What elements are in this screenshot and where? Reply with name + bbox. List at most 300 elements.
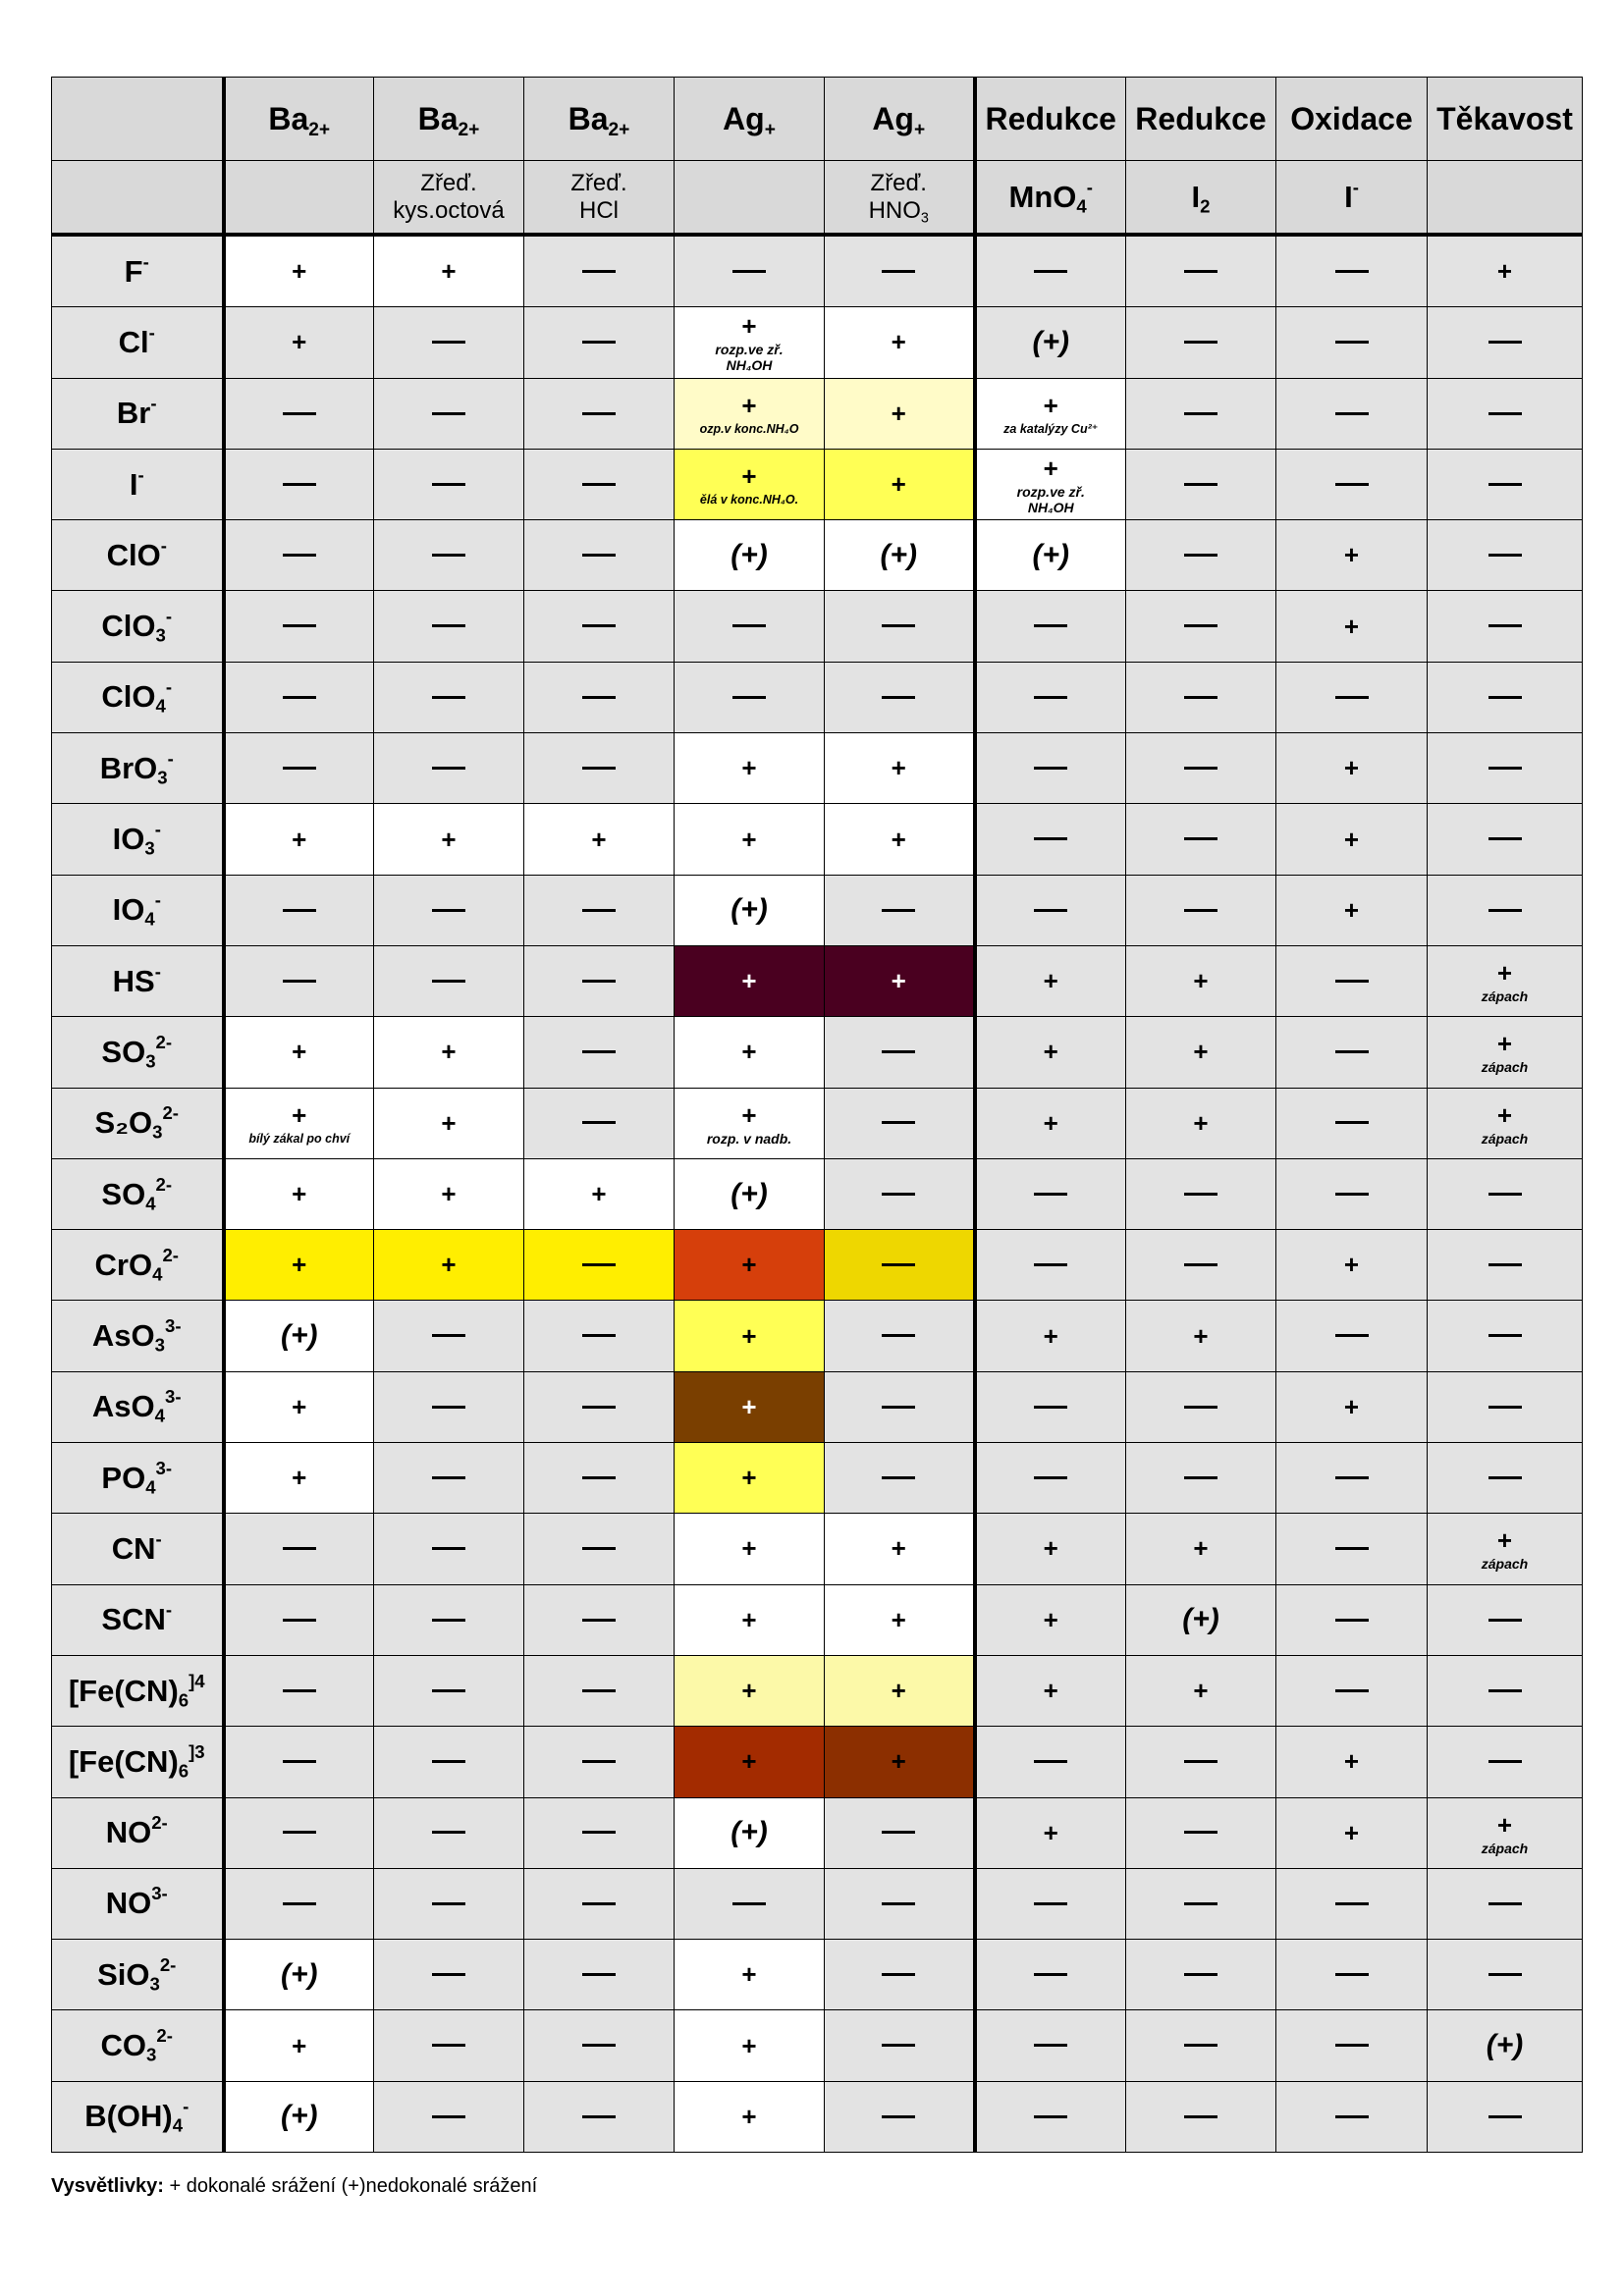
- dash-mark: [432, 2115, 465, 2118]
- dash-mark: [1184, 837, 1217, 840]
- result-cell: [975, 804, 1126, 875]
- partial-precipitation-mark: (+): [281, 2100, 318, 2133]
- dash-mark: [1184, 341, 1217, 344]
- ion-label: $NO^{3-}$: [52, 1868, 224, 1939]
- result-cell: [825, 804, 975, 875]
- result-cell: [224, 875, 374, 945]
- result-cell: [1126, 1230, 1276, 1301]
- result-cell: [224, 804, 374, 875]
- result-cell: [374, 804, 524, 875]
- column-header: [1428, 78, 1583, 161]
- column-title: $Ba_{2+}$: [417, 100, 480, 140]
- result-cell: [825, 449, 975, 519]
- ion-label: $SO_4^{2-}$: [52, 1158, 224, 1229]
- result-cell: [1428, 2010, 1583, 2081]
- result-cell: [524, 1514, 675, 1584]
- column-condition: [1428, 161, 1583, 236]
- result-cell: [374, 1655, 524, 1726]
- ion-row: [52, 1371, 1583, 1442]
- result-cell: [975, 1301, 1126, 1371]
- precipitation-mark: +: [891, 327, 906, 357]
- dash-mark: [1335, 1547, 1369, 1550]
- precipitation-mark: +: [1043, 454, 1058, 484]
- ion-row: [52, 2081, 1583, 2152]
- result-cell: [1276, 1797, 1428, 1868]
- dash-mark: [432, 2044, 465, 2047]
- precipitation-mark: +: [891, 469, 906, 500]
- dash-mark: [1034, 1263, 1067, 1266]
- ion-label: SiO$_3^{2-}$: [52, 1940, 224, 2010]
- result-cell: [374, 1158, 524, 1229]
- precipitation-mark: +: [741, 1250, 757, 1280]
- result-cell: [224, 1017, 374, 1088]
- ion-label: Br-: [52, 378, 224, 449]
- result-cell: [1428, 945, 1583, 1016]
- cell-note: zápach: [1481, 988, 1529, 1005]
- precipitation-mark: +: [441, 256, 457, 287]
- dash-mark: [1335, 696, 1369, 699]
- result-cell: [1276, 235, 1428, 307]
- column-header: [1126, 78, 1276, 161]
- result-cell: [975, 1727, 1126, 1797]
- result-cell: [374, 1230, 524, 1301]
- result-cell: [825, 1940, 975, 2010]
- result-cell: [975, 1797, 1126, 1868]
- ion-label: AsO$_3^{3-}$: [52, 1301, 224, 1371]
- result-cell: [1126, 235, 1276, 307]
- result-cell: [374, 449, 524, 519]
- result-cell: [224, 449, 374, 519]
- result-cell: [524, 1727, 675, 1797]
- result-cell: [1428, 1655, 1583, 1726]
- result-cell: [1276, 1940, 1428, 2010]
- precipitation-mark: +: [741, 1604, 757, 1634]
- result-cell: [524, 1301, 675, 1371]
- dash-mark: [1184, 2115, 1217, 2118]
- result-cell: [224, 2081, 374, 2152]
- result-cell: [675, 1727, 825, 1797]
- partial-precipitation-mark: (+): [1032, 325, 1069, 358]
- result-cell: [975, 378, 1126, 449]
- result-cell: [975, 2010, 1126, 2081]
- precipitation-mark: +: [741, 824, 757, 854]
- precipitation-mark: +: [741, 2101, 757, 2131]
- dash-mark: [432, 1902, 465, 1905]
- column-condition: [975, 161, 1126, 236]
- cell-note: zápach: [1481, 1130, 1529, 1147]
- dash-mark: [432, 767, 465, 770]
- result-cell: [975, 733, 1126, 804]
- dash-mark: [582, 270, 616, 273]
- dash-mark: [1034, 1760, 1067, 1763]
- precipitation-mark: +: [891, 824, 906, 854]
- result-cell: [374, 235, 524, 307]
- result-cell: [1428, 804, 1583, 875]
- dash-mark: [432, 341, 465, 344]
- result-cell: [374, 1584, 524, 1655]
- result-cell: [1126, 733, 1276, 804]
- result-cell: [1428, 1868, 1583, 1939]
- result-cell: [524, 804, 675, 875]
- precipitation-mark: +: [1043, 1107, 1058, 1138]
- precipitation-mark: +: [1193, 1107, 1209, 1138]
- dash-mark: [1488, 1334, 1522, 1337]
- ion-label: $SO_3^{2-}$: [52, 1017, 224, 1088]
- dash-mark: [732, 624, 766, 627]
- result-cell: [1126, 1727, 1276, 1797]
- condition-line: I-: [1344, 176, 1359, 214]
- precipitation-mark: +: [891, 1676, 906, 1706]
- dash-mark: [1488, 1263, 1522, 1266]
- result-cell: [825, 1655, 975, 1726]
- result-cell: [524, 662, 675, 732]
- result-cell: [224, 1868, 374, 1939]
- precipitation-mark: +: [441, 1250, 457, 1280]
- result-cell: [1428, 1017, 1583, 1088]
- dash-mark: [1488, 1973, 1522, 1976]
- result-cell: [975, 1088, 1126, 1158]
- dash-mark: [1034, 1476, 1067, 1479]
- column-header: [1276, 78, 1428, 161]
- ion-label: AsO$_4^{3-}$: [52, 1371, 224, 1442]
- dash-mark: [283, 1760, 316, 1763]
- result-cell: [1126, 1088, 1276, 1158]
- result-cell: [975, 2081, 1126, 2152]
- cell-note: rozp.ve zř.: [715, 342, 784, 358]
- dash-mark: [1335, 1973, 1369, 1976]
- condition-line: Zřeď.: [870, 169, 927, 196]
- result-cell: [374, 1940, 524, 2010]
- subheader-row: [52, 161, 1583, 236]
- dash-mark: [882, 1973, 915, 1976]
- result-cell: [524, 2081, 675, 2152]
- precipitation-mark: +: [1496, 1809, 1513, 1840]
- result-cell: [825, 1371, 975, 1442]
- dash-mark: [283, 980, 316, 983]
- result-cell: [1276, 945, 1428, 1016]
- precipitation-mark: +: [1043, 1533, 1058, 1564]
- result-cell: [675, 235, 825, 307]
- result-cell: [224, 1514, 374, 1584]
- precipitation-mark: +: [891, 753, 906, 783]
- precipitation-mark: +: [1043, 1817, 1058, 1847]
- ion-label: $S_2O_3^{2-}$: [52, 1088, 224, 1158]
- result-cell: [975, 1868, 1126, 1939]
- result-cell: [675, 875, 825, 945]
- dash-mark: [1184, 1831, 1217, 1834]
- dash-mark: [882, 1193, 915, 1196]
- result-cell: [1428, 733, 1583, 804]
- column-title: $Ba_{2+}$: [568, 100, 630, 140]
- partial-precipitation-mark: (+): [730, 1177, 768, 1210]
- dash-mark: [582, 483, 616, 486]
- precipitation-mark: +: [741, 1959, 757, 1990]
- result-cell: [675, 1301, 825, 1371]
- result-cell: [975, 591, 1126, 662]
- dash-mark: [1488, 483, 1522, 486]
- table-body: [52, 78, 1583, 2153]
- dash-mark: [283, 554, 316, 557]
- dash-mark: [1034, 1902, 1067, 1905]
- dash-mark: [283, 909, 316, 912]
- dash-mark: [1488, 1476, 1522, 1479]
- legend: [51, 2175, 537, 2198]
- result-cell: [975, 1584, 1126, 1655]
- dash-mark: [582, 980, 616, 983]
- result-cell: [1126, 1158, 1276, 1229]
- partial-precipitation-mark: (+): [880, 538, 917, 571]
- column-title: Oxidace: [1290, 100, 1413, 136]
- result-cell: [1428, 662, 1583, 732]
- ion-label: SCN-: [52, 1584, 224, 1655]
- result-cell: [675, 1443, 825, 1514]
- result-cell: [374, 2010, 524, 2081]
- result-cell: [1428, 2081, 1583, 2152]
- column-title: $Ag_+$: [872, 100, 926, 140]
- result-cell: [224, 733, 374, 804]
- column-condition: [524, 161, 675, 236]
- dash-mark: [882, 1263, 915, 1266]
- ion-row: [52, 1727, 1583, 1797]
- header-row: [52, 78, 1583, 161]
- precipitation-mark: +: [441, 1037, 457, 1067]
- precipitation-mark: +: [1343, 1746, 1360, 1777]
- precipitation-mark: +: [1043, 1604, 1058, 1634]
- result-cell: [675, 2010, 825, 2081]
- result-cell: [524, 1371, 675, 1442]
- precipitation-mark: +: [741, 1391, 757, 1421]
- result-cell: [1276, 1443, 1428, 1514]
- dash-mark: [882, 270, 915, 273]
- precipitation-mark: +: [1043, 390, 1058, 420]
- result-cell: [1276, 2010, 1428, 2081]
- result-cell: [675, 1797, 825, 1868]
- result-cell: [675, 1584, 825, 1655]
- partial-precipitation-mark: (+): [730, 893, 768, 927]
- column-title: Redukce: [1135, 100, 1267, 136]
- cell-note: zápach: [1481, 1840, 1529, 1856]
- precipitation-mark: +: [1343, 1391, 1360, 1421]
- result-cell: [1276, 1727, 1428, 1797]
- dash-mark: [432, 412, 465, 415]
- dash-mark: [732, 696, 766, 699]
- result-cell: [1126, 449, 1276, 519]
- result-cell: [675, 520, 825, 591]
- dash-mark: [1335, 1193, 1369, 1196]
- dash-mark: [582, 1406, 616, 1409]
- result-cell: [1276, 1158, 1428, 1229]
- dash-mark: [732, 1902, 766, 1905]
- result-cell: [224, 662, 374, 732]
- result-cell: [524, 1158, 675, 1229]
- result-cell: [1428, 378, 1583, 449]
- result-cell: [675, 1088, 825, 1158]
- dash-mark: [582, 767, 616, 770]
- dash-mark: [1335, 341, 1369, 344]
- result-cell: [1276, 1514, 1428, 1584]
- dash-mark: [582, 1619, 616, 1622]
- result-cell: [1126, 1301, 1276, 1371]
- precipitation-mark: +: [292, 1037, 307, 1067]
- dash-mark: [1488, 1902, 1522, 1905]
- result-cell: [1126, 591, 1276, 662]
- result-cell: [1276, 1230, 1428, 1301]
- result-cell: [524, 1230, 675, 1301]
- precipitation-mark: +: [292, 1463, 307, 1493]
- cell-note: rozp.ve zř.: [1016, 484, 1085, 501]
- result-cell: [675, 1868, 825, 1939]
- precipitation-mark: +: [1343, 824, 1360, 854]
- dash-mark: [1335, 980, 1369, 983]
- dash-mark: [432, 1476, 465, 1479]
- result-cell: [374, 520, 524, 591]
- precipitation-mark: +: [1193, 1320, 1209, 1351]
- precipitation-mark: +: [1343, 753, 1360, 783]
- result-cell: [224, 235, 374, 307]
- ion-label: ClO-: [52, 520, 224, 591]
- legend-text: + dokonalé srážení (+)nedokonalé srážení: [169, 2175, 538, 2197]
- result-cell: [524, 1584, 675, 1655]
- result-cell: [675, 662, 825, 732]
- ion-row: [52, 1230, 1583, 1301]
- column-condition: [675, 161, 825, 236]
- column-condition: [1126, 161, 1276, 236]
- dash-mark: [1034, 909, 1067, 912]
- ion-row: [52, 1443, 1583, 1514]
- dash-mark: [1488, 1193, 1522, 1196]
- dash-mark: [1335, 1050, 1369, 1053]
- result-cell: [524, 520, 675, 591]
- result-cell: [224, 307, 374, 378]
- result-cell: [825, 1797, 975, 1868]
- result-cell: [1276, 2081, 1428, 2152]
- precipitation-mark: +: [441, 824, 457, 854]
- result-cell: [524, 449, 675, 519]
- dash-mark: [1335, 412, 1369, 415]
- dash-mark: [432, 1334, 465, 1337]
- result-cell: [1276, 1584, 1428, 1655]
- result-cell: [1126, 378, 1276, 449]
- dash-mark: [882, 1121, 915, 1124]
- result-cell: [1276, 520, 1428, 591]
- dash-mark: [1488, 767, 1522, 770]
- result-cell: [1276, 591, 1428, 662]
- ion-row: [52, 733, 1583, 804]
- ion-row: [52, 591, 1583, 662]
- precipitation-mark: +: [441, 1179, 457, 1208]
- dash-mark: [1488, 554, 1522, 557]
- ion-label: $IO_4^-$: [52, 875, 224, 945]
- result-cell: [975, 1940, 1126, 2010]
- result-cell: [1126, 1371, 1276, 1442]
- dash-mark: [582, 412, 616, 415]
- result-cell: [1428, 591, 1583, 662]
- precipitation-mark: +: [891, 966, 906, 996]
- dash-mark: [582, 1547, 616, 1550]
- precipitation-mark: +: [741, 1746, 757, 1777]
- result-cell: [675, 1158, 825, 1229]
- result-cell: [224, 1655, 374, 1726]
- result-cell: [224, 1797, 374, 1868]
- result-cell: [524, 378, 675, 449]
- dash-mark: [432, 909, 465, 912]
- ion-label: [$Fe(CN)_6^{]3}$: [52, 1727, 224, 1797]
- condition-line: Zřeď.: [570, 169, 627, 196]
- ion-label: ClO$_3$-: [52, 591, 224, 662]
- result-cell: [524, 235, 675, 307]
- result-cell: [374, 1301, 524, 1371]
- ion-label: $CO_3^{2-}$: [52, 2010, 224, 2081]
- result-cell: [675, 378, 825, 449]
- result-cell: [825, 1230, 975, 1301]
- result-cell: [675, 1940, 825, 2010]
- result-cell: [825, 1514, 975, 1584]
- ion-row: [52, 449, 1583, 519]
- dash-mark: [882, 909, 915, 912]
- result-cell: [374, 875, 524, 945]
- result-cell: [825, 875, 975, 945]
- result-cell: [975, 945, 1126, 1016]
- result-cell: [1428, 1514, 1583, 1584]
- result-cell: [675, 1017, 825, 1088]
- dash-mark: [1034, 1406, 1067, 1409]
- dash-mark: [732, 270, 766, 273]
- result-cell: [975, 520, 1126, 591]
- dash-mark: [1335, 1121, 1369, 1124]
- partial-precipitation-mark: (+): [730, 1816, 768, 1849]
- dash-mark: [582, 1831, 616, 1834]
- dash-mark: [1335, 2115, 1369, 2118]
- partial-precipitation-mark: (+): [730, 538, 768, 571]
- dash-mark: [432, 1831, 465, 1834]
- result-cell: [675, 1655, 825, 1726]
- result-cell: [1428, 235, 1583, 307]
- result-cell: [1126, 1868, 1276, 1939]
- dash-mark: [882, 1902, 915, 1905]
- result-cell: [675, 307, 825, 378]
- dash-mark: [1184, 554, 1217, 557]
- result-cell: [825, 1584, 975, 1655]
- dash-mark: [582, 1263, 616, 1266]
- dash-mark: [432, 1619, 465, 1622]
- partial-precipitation-mark: (+): [1032, 538, 1069, 571]
- dash-mark: [582, 909, 616, 912]
- result-cell: [1428, 1158, 1583, 1229]
- dash-mark: [283, 1902, 316, 1905]
- dash-mark: [882, 2044, 915, 2047]
- corner-cell-sub: [52, 161, 224, 236]
- dash-mark: [582, 2044, 616, 2047]
- result-cell: [524, 591, 675, 662]
- ion-label: F-: [52, 235, 224, 307]
- dash-mark: [283, 767, 316, 770]
- dash-mark: [1184, 1476, 1217, 1479]
- result-cell: [224, 1230, 374, 1301]
- precipitation-mark: +: [1043, 1037, 1058, 1067]
- dash-mark: [582, 1689, 616, 1692]
- result-cell: [1428, 1797, 1583, 1868]
- result-cell: [975, 307, 1126, 378]
- dash-mark: [1184, 2044, 1217, 2047]
- dash-mark: [1488, 2115, 1522, 2118]
- dash-mark: [1184, 1902, 1217, 1905]
- result-cell: [1126, 804, 1276, 875]
- result-cell: [1126, 945, 1276, 1016]
- column-title: $Ba_{2+}$: [268, 100, 331, 140]
- dash-mark: [283, 1547, 316, 1550]
- dash-mark: [1488, 1760, 1522, 1763]
- ion-row: [52, 307, 1583, 378]
